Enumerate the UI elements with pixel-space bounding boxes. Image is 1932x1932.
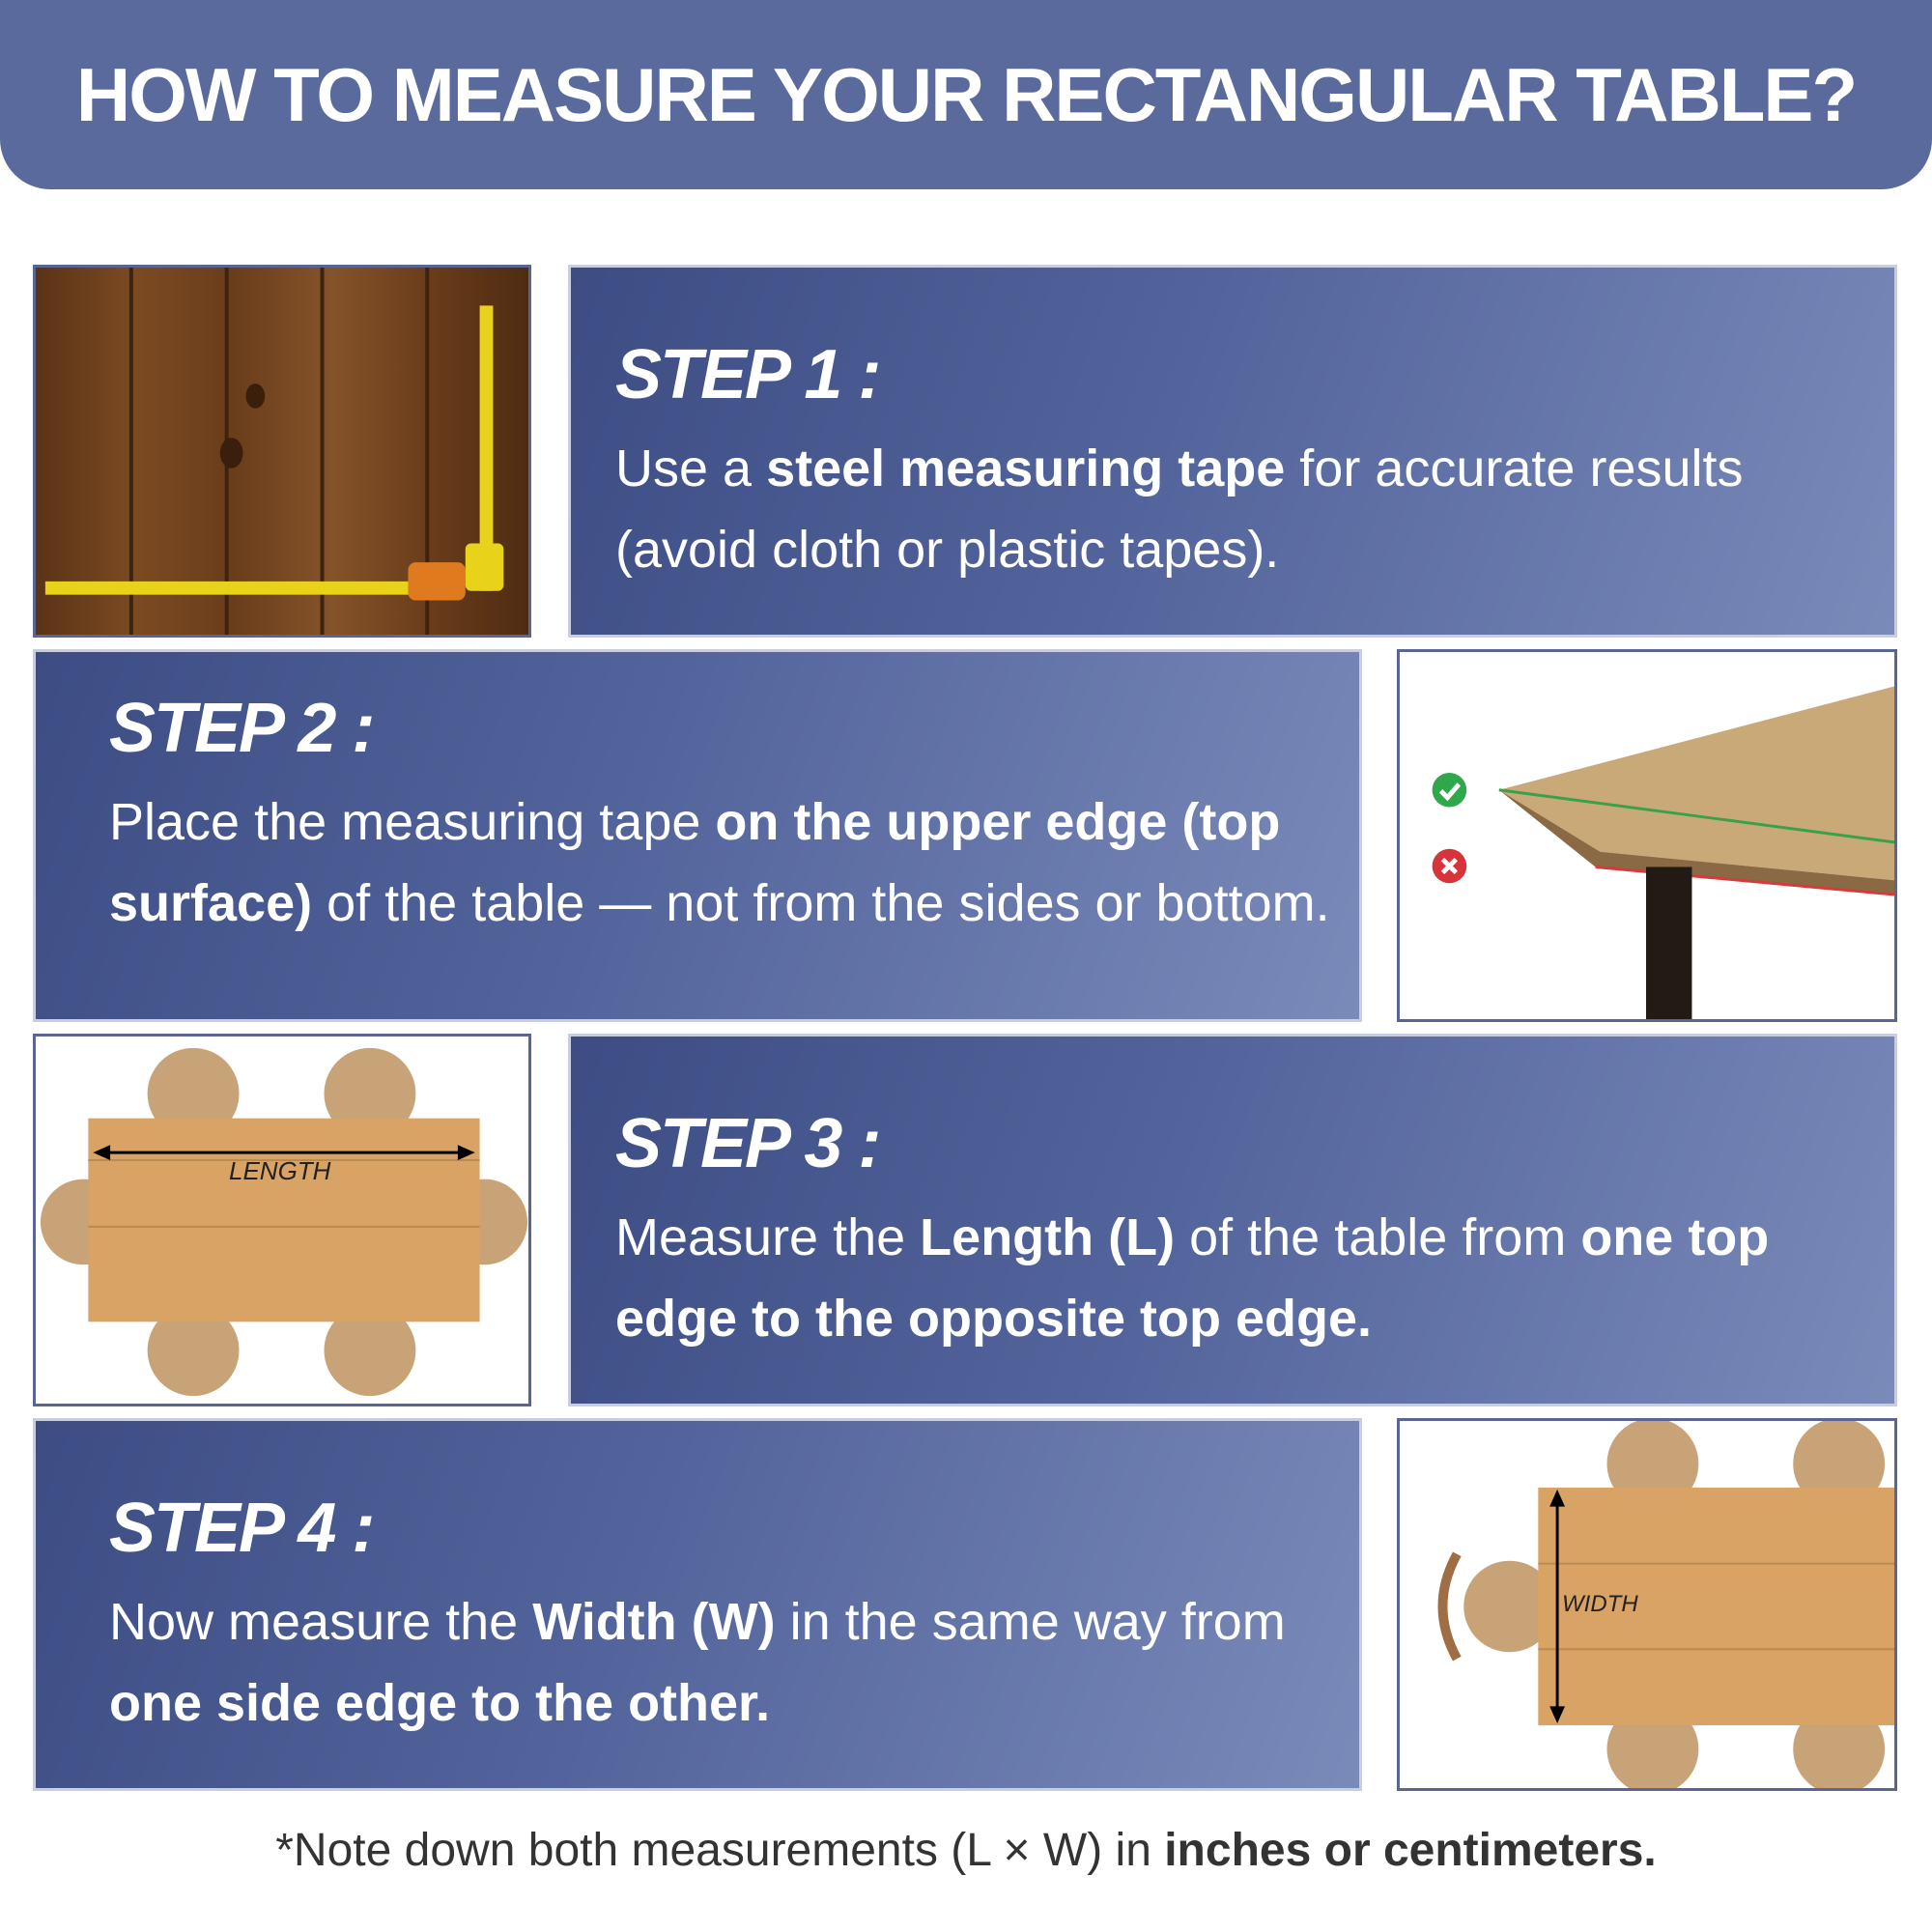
table-edge-image xyxy=(1397,649,1897,1022)
step-1-title: STEP 1 : xyxy=(615,336,880,413)
step-4-text: Now measure the Width (W) in the same way from one side edge to the other. xyxy=(109,1593,1286,1732)
step-4-title: STEP 4 : xyxy=(109,1490,374,1567)
footer-note: *Note down both measurements (L × W) in inches or centimeters. xyxy=(275,1825,1657,1876)
step-1-text: Use a steel measuring tape for accurate results (avoid cloth or plastic tapes). xyxy=(615,440,1744,579)
step-1-panel xyxy=(568,265,1897,638)
step-3-panel xyxy=(568,1034,1897,1406)
step-2-text: Place the measuring tape on the upper edge (top surface) of the table — not from the sides or bottom. xyxy=(109,793,1330,932)
page-title: HOW TO MEASURE YOUR RECTANGULAR TABLE? xyxy=(75,51,1857,137)
header-banner xyxy=(0,0,1932,189)
length-label: LENGTH xyxy=(229,1156,331,1185)
step-2-panel xyxy=(33,649,1362,1022)
tape-on-wood-image xyxy=(33,265,531,638)
table-width-image xyxy=(1397,1418,1897,1791)
step-4-panel xyxy=(33,1418,1362,1791)
step-2-title: STEP 2 : xyxy=(109,690,374,767)
table-length-image xyxy=(33,1034,531,1406)
step-3-text: Measure the Length (L) of the table from one top edge to the opposite top edge. xyxy=(615,1208,1770,1348)
step-3-title: STEP 3 : xyxy=(615,1105,880,1182)
check-circle-icon xyxy=(1433,773,1467,807)
width-label: WIDTH xyxy=(1562,1591,1638,1617)
